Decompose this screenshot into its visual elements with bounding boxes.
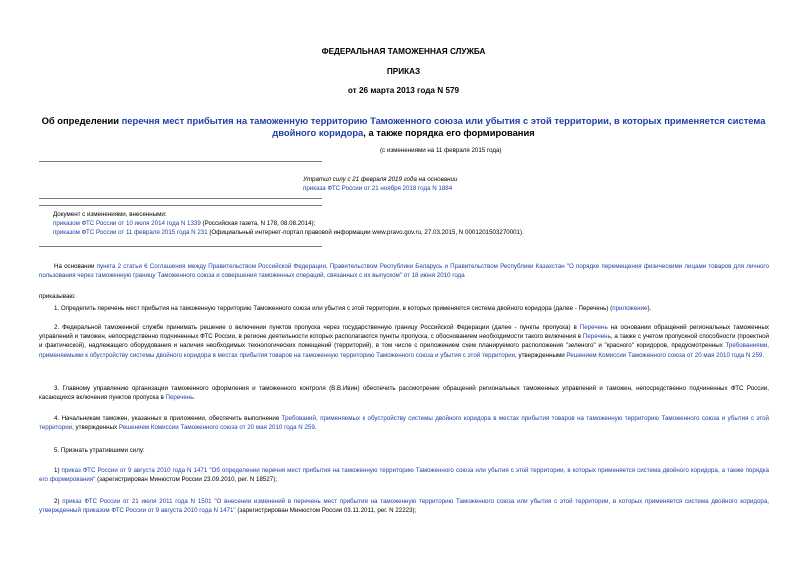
p2-text: 2. Федеральной таможенной службе принимать решение о включении пунктов пропуска через государственную границу Российской Федерации (далее - пункты пропуска) в: [54, 324, 580, 331]
preamble: [39, 262, 769, 280]
p2-text: , утвержденными: [515, 351, 567, 359]
p5-1-num: 1): [54, 467, 62, 474]
p2-text: , а также с учетом пропускной способности (проектной и фактической), надлежащего оборудования и наличия необходимых технологических помещений (территорий), в том числе с приложением схем планируемого расположения "зеленого" и "красного" коридоров, предусмотренных: [39, 333, 770, 350]
paragraph-5-1: [39, 466, 769, 484]
p3-end: .: [193, 394, 196, 402]
change-item: [53, 228, 753, 237]
list-link[interactable]: Перечень: [579, 324, 608, 331]
document-title: [40, 115, 767, 139]
p1-end: ).: [647, 305, 652, 312]
repealed-order-link[interactable]: приказ ФТС России от 9 августа 2010 года N 1471 "Об определении перечня мест прибытия на таможенную территорию Таможенного союза или убытия с этой территории, в которых применяется система двойного коридора, а также порядка его формирования": [39, 467, 769, 484]
title-link[interactable]: перечня мест прибытия на таможенную территорию Таможенного союза или убытия с этой территории, в которых применяется система двойного коридора: [121, 115, 766, 138]
paragraph-4: [39, 414, 769, 432]
status-link[interactable]: приказа ФТС России от 21 ноября 2018 года N 1884: [303, 185, 453, 192]
changes-heading: Документ с изменениями, внесенными:: [53, 211, 167, 218]
p3-text: 3. Главному управлению организации таможенного оформления и таможенного контроля (В.В.Ивин) обеспечить рассмотрение обращений региональных таможенных управлений и таможен, непосредственно подчиненных ФТС России, касающихся включения пунктов пропуска в: [39, 385, 769, 402]
change-link[interactable]: приказом ФТС России от 10 июля 2014 года N 1339: [53, 220, 201, 228]
change-text: (Российская газета, N 178, 08.08.2014);: [200, 220, 316, 228]
title-suffix: , а также порядка его формирования: [363, 127, 535, 138]
status-note: Утратил силу с 21 февраля 2019 года на основании: [303, 176, 458, 183]
paragraph-2: [39, 323, 769, 360]
appendix-link[interactable]: приложение: [612, 305, 648, 312]
paragraph-5-2: [39, 497, 769, 515]
divider: [39, 246, 322, 247]
p4-text: , утвержденных: [72, 424, 119, 432]
agency-name: ФЕДЕРАЛЬНАЯ ТАМОЖЕННАЯ СЛУЖБА: [321, 47, 486, 56]
repealed-order-link[interactable]: приказ ФТС России от 21 июля 2011 года N 1501 "О внесении изменений в перечень мест прибытия на таможенную территорию Таможенного союза или убытия с этой территории, в которых применяется система двойного коридора, утвержденный приказом ФТС России от 9 августа 2010 года N 1471": [39, 498, 769, 515]
doc-date: от 26 марта 2013 года N 579: [347, 86, 460, 95]
p5-1-text: (зарегистрирован Минюстом России 23.09.2010, рег. N 18527);: [95, 476, 277, 484]
change-item: [53, 219, 753, 228]
p2-text: .: [762, 351, 765, 359]
p5-2-text: (зарегистрирован Минюстом России 03.11.2011, рег. N 22223);: [235, 507, 417, 515]
p2-text: на основании обращений региональных таможенных управлений и таможен, непосредственно подчиненных ФТС России, в регионе деятельности которых располагаются пункты пропуска, с обоснованием необходимости такого включения в: [39, 324, 769, 341]
preamble-lead: На основании: [54, 263, 97, 270]
p5-2-num: 2): [54, 498, 63, 505]
order-word: приказываю:: [39, 293, 76, 300]
title-prefix: Об определении: [41, 115, 122, 126]
divider: [39, 198, 322, 199]
doc-type: ПРИКАЗ: [386, 67, 421, 76]
changes-block: [53, 210, 753, 238]
change-link[interactable]: приказом ФТС России от 11 февраля 2015 года N 231: [53, 229, 208, 237]
paragraph-1: [39, 304, 769, 313]
decision-link[interactable]: Решением Комиссии Таможенного союза от 20 мая 2010 года N 259: [118, 424, 315, 432]
preamble-link[interactable]: пункта 2 статьи 6 Соглашения между Правительством Российской Федерации, Правительством Республики Беларусь и Правительством Республики Казахстан "О порядке перемещения физическими лицами товаров для личного пользования через таможенную границу Таможенного союза и совершения таможенных операций, связанных с их выпуском" от 18 июня 2010 года: [39, 263, 769, 280]
divider: [39, 161, 322, 162]
paragraph-3: [39, 384, 769, 402]
revision-note: (с изменениями на 11 февраля 2015 года): [380, 147, 502, 154]
list-link[interactable]: Перечень: [582, 333, 611, 341]
paragraph-5: [39, 446, 769, 455]
p4-text: 4. Начальникам таможен, указанных в приложении, обеспечить выполнение: [54, 415, 282, 422]
list-link[interactable]: Перечень: [165, 394, 194, 402]
p1-text: 1. Определить перечень мест прибытия на таможенную территорию Таможенного союза или убытия с этой территории, в которых применяется система двойного коридора (далее - Перечень) (: [54, 305, 613, 312]
requirements-link[interactable]: Требованиями, применяемыми к обустройству системы двойного коридора в местах прибытия товаров на таможенную территорию Таможенного союза и убытия с этой территории: [39, 342, 769, 359]
p4-end: .: [314, 424, 317, 432]
p5-text: 5. Признать утратившими силу:: [54, 447, 145, 454]
decision-link[interactable]: Решением Комиссии Таможенного союза от 20 мая 2010 года N 259: [566, 351, 763, 359]
divider: [39, 205, 322, 206]
change-text: (Официальный интернет-портал правовой информации www.pravo.gov.ru, 27.03.2015, N 0001201503270001).: [207, 229, 524, 237]
requirements-link[interactable]: Требований, применяемых к обустройству системы двойного коридора в местах прибытия товаров на таможенную территорию Таможенного союза и убытия с этой территории: [39, 415, 769, 432]
